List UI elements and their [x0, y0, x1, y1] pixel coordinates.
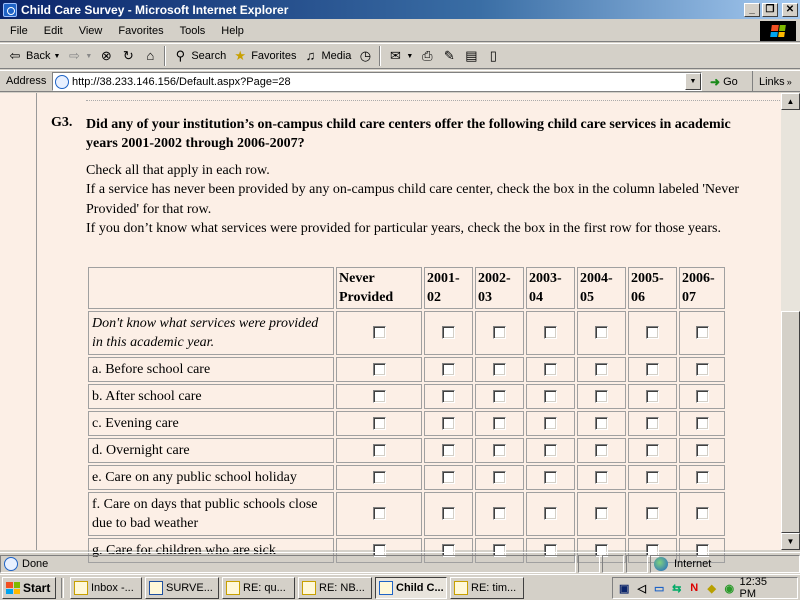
status-bar: [0, 552, 800, 574]
checkbox-cell: [475, 357, 524, 382]
checkbox[interactable]: [442, 390, 455, 403]
monitor-icon[interactable]: ▭: [654, 582, 665, 595]
favorites-label: Favorites: [251, 50, 297, 62]
row-label: b. After school care: [88, 384, 334, 409]
home-button[interactable]: [139, 45, 161, 67]
favorites-icon: ★: [234, 48, 247, 63]
checkbox-cell: [336, 411, 422, 436]
checkbox[interactable]: [696, 444, 709, 457]
checkbox[interactable]: [493, 507, 506, 520]
links-chevron-icon: »: [786, 76, 792, 87]
network-icon[interactable]: ▣: [619, 582, 630, 595]
checkbox[interactable]: [646, 507, 659, 520]
windows-logo-icon: [6, 582, 20, 594]
checkbox-cell: [336, 438, 422, 463]
table-row: [88, 311, 725, 355]
checkbox-cell: [475, 492, 524, 536]
checkbox-cell: [577, 465, 626, 490]
row-label: a. Before school care: [88, 357, 334, 382]
back-arrow-icon: ⇦: [9, 48, 21, 63]
toolbar-separator: [379, 46, 381, 66]
checkbox[interactable]: [373, 507, 386, 520]
taskbar-item-label: Inbox -...: [91, 582, 134, 594]
window-title: Child Care Survey - Microsoft Internet Explorer: [21, 2, 289, 17]
survey-panel: [36, 93, 781, 558]
row-label: e. Care on any public school holiday: [88, 465, 334, 490]
checkbox-cell: [475, 465, 524, 490]
close-button[interactable]: ✕: [782, 3, 798, 17]
edit-button[interactable]: [438, 45, 460, 67]
menu-bar: [0, 20, 800, 42]
checkbox[interactable]: [373, 390, 386, 403]
print-icon: ⎙: [422, 48, 433, 63]
forward-dropdown-icon[interactable]: ▼: [85, 52, 93, 60]
page-done-icon: [4, 557, 18, 571]
address-label: Address: [6, 75, 47, 87]
header-year: 2001-02: [424, 267, 473, 309]
ie-icon: [3, 3, 17, 17]
address-dropdown-icon[interactable]: ▼: [685, 73, 701, 90]
stop-icon: ⊗: [100, 48, 112, 63]
table-row: [88, 357, 725, 382]
checkbox[interactable]: [696, 326, 709, 339]
row-label: c. Evening care: [88, 411, 334, 436]
address-input[interactable]: [52, 72, 702, 91]
checkbox[interactable]: [595, 444, 608, 457]
checkbox[interactable]: [493, 444, 506, 457]
restore-button[interactable]: ❐: [762, 3, 778, 17]
word-icon: [149, 581, 163, 595]
page-content: [0, 93, 781, 558]
clock: 12:35 PM: [739, 576, 768, 600]
checkbox-cell: [336, 465, 422, 490]
taskbar-item[interactable]: [298, 577, 372, 599]
start-label: Start: [23, 581, 51, 595]
back-dropdown-icon[interactable]: ▼: [53, 52, 61, 60]
checkbox[interactable]: [646, 326, 659, 339]
status-pane: [578, 555, 600, 573]
checkbox[interactable]: [544, 471, 557, 484]
taskbar-item-label: RE: NB...: [319, 582, 365, 594]
divider: [86, 100, 782, 101]
tray-diamond-icon[interactable]: ◆: [707, 582, 716, 595]
checkbox[interactable]: [442, 417, 455, 430]
row-label: g. Care for children who are sick: [88, 538, 334, 563]
services-table: [86, 265, 727, 565]
checkbox-cell: [679, 311, 725, 355]
checkbox-cell: [336, 311, 422, 355]
checkbox[interactable]: [696, 417, 709, 430]
windows-logo-icon: [760, 21, 796, 41]
checkbox[interactable]: [646, 471, 659, 484]
go-label: Go: [723, 75, 738, 88]
table-row: [88, 384, 725, 409]
table-row: [88, 492, 725, 536]
home-icon: ⌂: [146, 48, 155, 63]
security-zone-pane: [650, 555, 800, 573]
checkbox-cell: [424, 438, 473, 463]
checkbox-cell: [628, 438, 677, 463]
checkbox-cell: [577, 311, 626, 355]
table-row: [88, 465, 725, 490]
internet-zone-icon: [654, 557, 668, 571]
checkbox[interactable]: [493, 390, 506, 403]
messenger-icon: ▯: [489, 48, 497, 63]
checkbox-cell: [424, 311, 473, 355]
messenger-button[interactable]: [482, 45, 504, 67]
tray-update-icon[interactable]: ◉: [724, 582, 735, 595]
question-number: G3.: [51, 115, 73, 130]
status-pane: [626, 555, 648, 573]
page-icon: [55, 75, 69, 89]
toolbar-separator: [164, 46, 166, 66]
history-icon: ◷: [359, 48, 372, 63]
checkbox[interactable]: [442, 507, 455, 520]
checkbox-cell: [628, 311, 677, 355]
checkbox[interactable]: [595, 507, 608, 520]
checkbox[interactable]: [595, 417, 608, 430]
checkbox[interactable]: [595, 471, 608, 484]
links-button[interactable]: [752, 71, 792, 92]
checkbox[interactable]: [595, 390, 608, 403]
checkbox-cell: [577, 357, 626, 382]
table-header-row: [88, 267, 725, 309]
checkbox-cell: [526, 384, 575, 409]
checkbox-cell: [628, 411, 677, 436]
address-url[interactable]: http://38.233.146.156/Default.aspx?Page=28: [72, 75, 291, 88]
checkbox-cell: [577, 438, 626, 463]
refresh-button[interactable]: [117, 45, 139, 67]
checkbox[interactable]: [442, 444, 455, 457]
checkbox-cell: [628, 492, 677, 536]
checkbox-cell: [424, 492, 473, 536]
checkbox[interactable]: [696, 507, 709, 520]
checkbox-cell: [526, 411, 575, 436]
scroll-down-icon[interactable]: ▼: [781, 533, 800, 550]
table-row: [88, 438, 725, 463]
checkbox-cell: [679, 357, 725, 382]
question-text: Did any of your institution’s on-campus child care centers offer the following child care services in academic years 2001-2002 through 2006-2007?: [86, 117, 731, 151]
mail-icon: [454, 581, 468, 595]
checkbox[interactable]: [373, 471, 386, 484]
scroll-thumb[interactable]: [781, 311, 800, 533]
checkbox-cell: [475, 384, 524, 409]
checkbox-cell: [424, 384, 473, 409]
instructions: [86, 161, 746, 238]
taskbar-item[interactable]: [70, 577, 142, 599]
checkbox[interactable]: [595, 326, 608, 339]
checkbox-cell: [628, 357, 677, 382]
checkbox-cell: [628, 465, 677, 490]
taskbar-item-label: RE: tim...: [471, 582, 517, 594]
go-button[interactable]: [710, 72, 738, 91]
checkbox[interactable]: [442, 471, 455, 484]
header-year: 2004-05: [577, 267, 626, 309]
menu-tools[interactable]: Tools: [179, 24, 206, 37]
row-label: f. Care on days that public schools close due to bad weather: [88, 492, 334, 536]
checkbox-cell: [526, 311, 575, 355]
checkbox-cell: [424, 411, 473, 436]
checkbox[interactable]: [373, 363, 386, 376]
table-row: [88, 411, 725, 436]
checkbox[interactable]: [696, 471, 709, 484]
checkbox-cell: [679, 384, 725, 409]
taskbar-item-label: Child C...: [396, 582, 444, 594]
checkbox-cell: [475, 411, 524, 436]
minimize-button[interactable]: _: [744, 3, 760, 17]
discuss-button[interactable]: [460, 45, 482, 67]
favorites-button[interactable]: [229, 45, 299, 67]
checkbox[interactable]: [544, 363, 557, 376]
mail-icon: [226, 581, 240, 595]
volume-icon[interactable]: ◁: [637, 582, 646, 595]
checkbox-cell: [336, 357, 422, 382]
checkbox[interactable]: [696, 363, 709, 376]
discuss-icon: ▤: [465, 48, 478, 63]
taskbar-item-label: SURVE...: [166, 582, 213, 594]
checkbox-cell: [336, 492, 422, 536]
header-year: 2005-06: [628, 267, 677, 309]
status-text-pane: [0, 555, 576, 573]
checkbox[interactable]: [646, 363, 659, 376]
connection-icon[interactable]: ⇆: [672, 582, 682, 595]
checkbox[interactable]: [646, 417, 659, 430]
media-label: Media: [321, 50, 352, 62]
zone-label: Internet: [674, 558, 712, 570]
row-label: Don't know what services were provided in this academic year.: [88, 311, 334, 355]
checkbox[interactable]: [544, 444, 557, 457]
checkbox-cell: [424, 357, 473, 382]
status-pane: [602, 555, 624, 573]
mail-icon: [302, 581, 316, 595]
start-button[interactable]: [2, 577, 56, 599]
forward-arrow-icon: ⇨: [68, 48, 80, 63]
checkbox-cell: [679, 492, 725, 536]
header-service: [88, 267, 334, 309]
checkbox-cell: [526, 465, 575, 490]
taskbar-item-label: RE: qu...: [243, 582, 286, 594]
taskbar: [0, 574, 800, 600]
checkbox[interactable]: [493, 326, 506, 339]
header-never-provided: Never Provided: [336, 267, 422, 309]
menu-favorites[interactable]: Favorites: [118, 24, 164, 37]
taskbar-item[interactable]: [145, 577, 219, 599]
checkbox-cell: [679, 465, 725, 490]
instruction-line: If a service has never been provided by any on-campus child care center, check the box in the column labeled 'Never Provided' for that row.: [86, 182, 740, 217]
status-text: Done: [22, 558, 49, 570]
refresh-icon: ↻: [122, 48, 134, 63]
n-app-icon[interactable]: N: [690, 582, 699, 594]
media-button[interactable]: [299, 45, 354, 67]
header-year: 2002-03: [475, 267, 524, 309]
instruction-line: Check all that apply in each row.: [86, 163, 270, 178]
taskbar-item[interactable]: [375, 577, 447, 599]
checkbox-cell: [577, 384, 626, 409]
checkbox-cell: [577, 492, 626, 536]
media-icon: ♫: [305, 48, 316, 63]
checkbox[interactable]: [646, 444, 659, 457]
mail-icon: ✉: [389, 48, 401, 63]
checkbox[interactable]: [373, 444, 386, 457]
row-label: d. Overnight care: [88, 438, 334, 463]
search-button[interactable]: [169, 45, 229, 67]
address-bar: [0, 70, 800, 92]
vertical-scrollbar[interactable]: [781, 93, 800, 550]
checkbox-cell: [526, 357, 575, 382]
menu-edit[interactable]: Edit: [43, 24, 63, 37]
checkbox-cell: [577, 411, 626, 436]
checkbox-cell: [475, 438, 524, 463]
instruction-line: If you don’t know what services were provided for particular years, check the box in the first row for those years.: [86, 220, 721, 236]
checkbox[interactable]: [544, 507, 557, 520]
system-tray: [612, 577, 798, 599]
checkbox[interactable]: [595, 363, 608, 376]
checkbox-cell: [526, 438, 575, 463]
history-button[interactable]: [354, 45, 376, 67]
taskbar-separator: [61, 578, 64, 598]
go-arrow-icon: ➜: [710, 74, 721, 89]
checkbox-cell: [628, 384, 677, 409]
print-button[interactable]: [416, 45, 438, 67]
menu-help[interactable]: Help: [221, 24, 244, 37]
outlook-icon: [74, 581, 88, 595]
checkbox-cell: [475, 311, 524, 355]
checkbox[interactable]: [442, 326, 455, 339]
header-year: 2006-07: [679, 267, 725, 309]
checkbox[interactable]: [696, 390, 709, 403]
scroll-up-icon[interactable]: ▲: [781, 93, 800, 110]
edit-icon: ✎: [443, 48, 455, 63]
checkbox-cell: [679, 411, 725, 436]
forward-button[interactable]: [63, 45, 95, 67]
title-bar: [0, 0, 800, 19]
stop-button[interactable]: [95, 45, 117, 67]
checkbox[interactable]: [493, 363, 506, 376]
menu-file[interactable]: File: [10, 24, 28, 37]
search-icon: ⚲: [175, 48, 186, 63]
checkbox[interactable]: [544, 326, 557, 339]
ie-icon: [379, 581, 393, 595]
checkbox-cell: [336, 384, 422, 409]
menu-view[interactable]: View: [78, 24, 103, 37]
mail-button[interactable]: [384, 45, 416, 67]
checkbox[interactable]: [442, 363, 455, 376]
checkbox[interactable]: [544, 417, 557, 430]
checkbox[interactable]: [544, 390, 557, 403]
checkbox[interactable]: [493, 417, 506, 430]
header-year: 2003-04: [526, 267, 575, 309]
checkbox-cell: [679, 438, 725, 463]
checkbox[interactable]: [646, 390, 659, 403]
mail-dropdown-icon[interactable]: ▼: [406, 52, 414, 60]
toolbar: [0, 43, 800, 69]
checkbox[interactable]: [373, 417, 386, 430]
back-label: Back: [26, 50, 51, 62]
checkbox[interactable]: [373, 326, 386, 339]
taskbar-item[interactable]: [450, 577, 524, 599]
checkbox-cell: [424, 465, 473, 490]
checkbox-cell: [526, 492, 575, 536]
back-button[interactable]: [4, 45, 63, 67]
checkbox[interactable]: [493, 471, 506, 484]
links-label: Links: [759, 75, 785, 88]
taskbar-item[interactable]: [222, 577, 295, 599]
search-label: Search: [191, 50, 227, 62]
